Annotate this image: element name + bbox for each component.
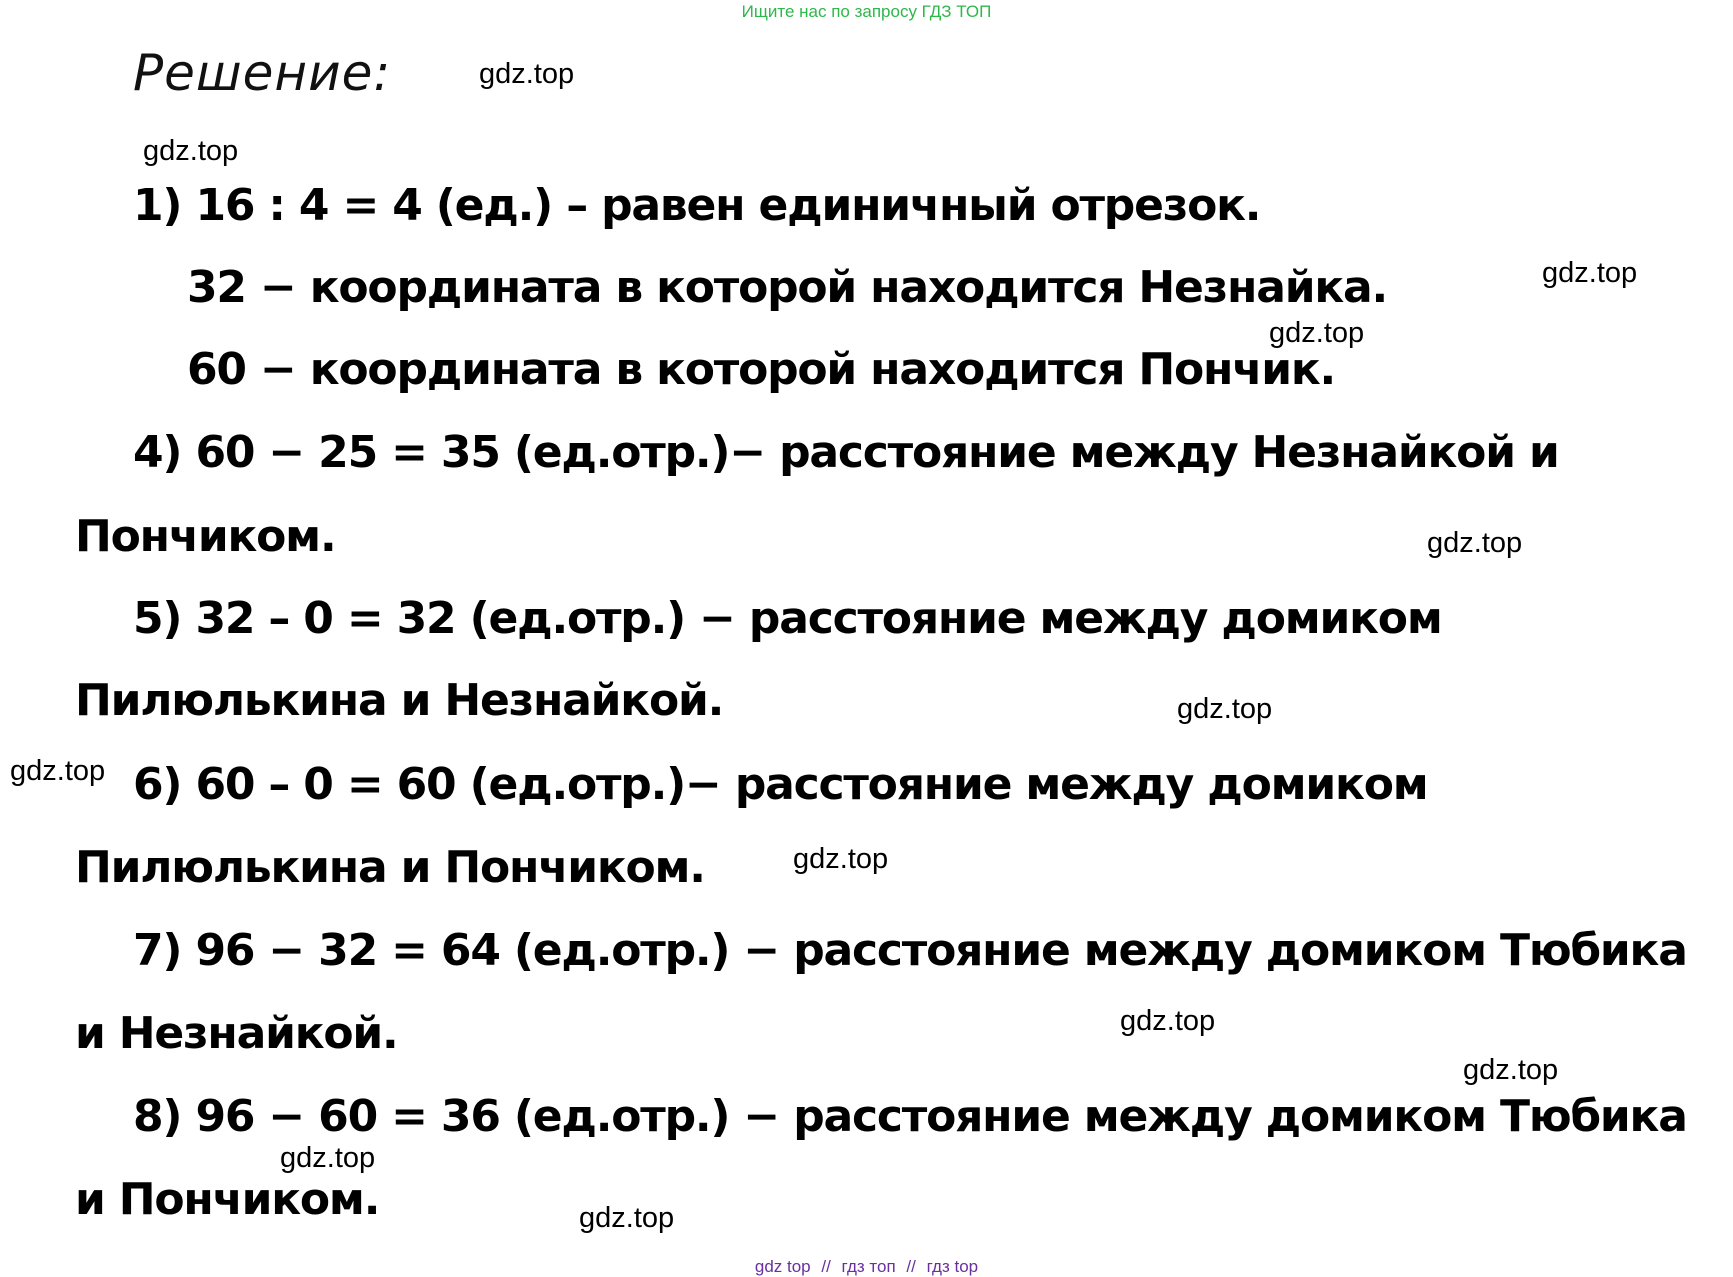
watermark: gdz.top bbox=[579, 1202, 675, 1234]
watermark: gdz.top bbox=[793, 843, 889, 875]
watermark: gdz.top bbox=[1269, 317, 1365, 349]
bottom-banner-separator: // bbox=[821, 1257, 831, 1276]
bottom-banner-link[interactable]: гдз топ bbox=[841, 1257, 896, 1276]
watermark: gdz.top bbox=[143, 135, 239, 167]
bottom-banner-link[interactable]: гдз top bbox=[926, 1257, 979, 1276]
solution-line: Пончиком. bbox=[75, 511, 336, 562]
watermark: gdz.top bbox=[280, 1142, 376, 1174]
solution-line: 60 − координата в которой находится Пончик. bbox=[187, 344, 1336, 395]
watermark: gdz.top bbox=[1542, 257, 1638, 289]
top-banner: Ищите нас по запросу ГДЗ ТОП bbox=[741, 2, 992, 21]
watermark: gdz.top bbox=[10, 755, 106, 787]
watermark: gdz.top bbox=[1427, 527, 1523, 559]
solution-line: 7) 96 − 32 = 64 (ед.отр.) − расстояние между домиком Тюбика bbox=[133, 925, 1687, 976]
watermark: gdz.top bbox=[1177, 693, 1273, 725]
solution-line: Пилюлькина и Незнайкой. bbox=[75, 675, 724, 726]
solution-line: 1) 16 : 4 = 4 (ед.) – равен единичный отрезок. bbox=[133, 180, 1261, 231]
solution-heading: Решение: bbox=[133, 44, 392, 102]
watermark: gdz.top bbox=[1463, 1054, 1559, 1086]
bottom-banner-link[interactable]: gdz top bbox=[754, 1257, 811, 1276]
solution-line: 6) 60 – 0 = 60 (ед.отр.)− расстояние между домиком bbox=[133, 759, 1428, 810]
solution-line: 4) 60 − 25 = 35 (ед.отр.)− расстояние между Незнайкой и bbox=[133, 427, 1559, 478]
watermark: gdz.top bbox=[479, 58, 575, 90]
bottom-banner-separator: // bbox=[906, 1257, 916, 1276]
solution-line: и Пончиком. bbox=[75, 1174, 380, 1225]
solution-line: и Незнайкой. bbox=[75, 1008, 398, 1059]
bottom-banner bbox=[0, 1257, 1733, 1277]
solution-line: Пилюлькина и Пончиком. bbox=[75, 842, 705, 893]
watermark: gdz.top bbox=[1120, 1005, 1216, 1037]
solution-line: 32 − координата в которой находится Незнайка. bbox=[187, 262, 1388, 313]
solution-line: 5) 32 – 0 = 32 (ед.отр.) − расстояние между домиком bbox=[133, 593, 1442, 644]
solution-line: 8) 96 − 60 = 36 (ед.отр.) − расстояние между домиком Тюбика bbox=[133, 1091, 1687, 1142]
